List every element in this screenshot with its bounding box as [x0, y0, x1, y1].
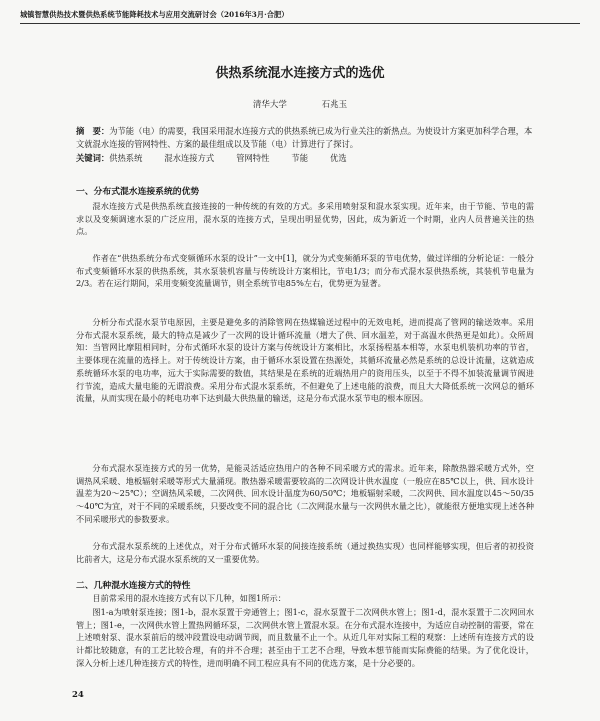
- paragraph: 混水连接方式是供热系统直接连接的一种传统的有效的方式。多采用喷射泵和混水泵实现。近年来，由于节能、节电的需求以及变频调速水泵的广泛应用，混水泵的连接方式，呈现出明显优势，因此，成为新近一个时期，业内人员普遍关注的热点。: [76, 201, 534, 237]
- paragraph: 图1-a为喷射泵连接；图1-b，混水泵置于旁通管上；图1-c，混水泵置于二次网供水管上；图1-d，混水泵置于二次网回水管上；图1-e，一次网供水管上置热网循环泵，二次网供水管上置混水泵。在分布式混水连接中，为适应自动控制的需要，常在上述喷射泵、混水泵前后的缓冲段置设电动调节阀，而且数量不止一个。从近几年对实际工程的观察：上述所有连接方式的设计都比较随意，有的工艺比较合理，有的并不合理；甚至由于工艺不合理，导致本想节能而实际费能的结果。为了优化设计，深入分析上述几种连接方式的特性，进而明确不同工程应具有不同的优选方案，是十分必要的。: [76, 607, 534, 668]
- keyword: 混水连接方式: [164, 153, 215, 163]
- keyword: 管网特性: [236, 153, 270, 163]
- paragraph: 分布式混水泵连接方式的另一优势，是能灵活适应热用户的各种不同采暖方式的需求。近年来，除散热器采暖方式外，空调热风采暖、地板辐射采暖等形式大量涌现。散热器采暖需要较高的二次网设计供水温度（一般应在85℃以上，供、回水设计温差为20～25℃）；空调热风采暖，二次网供、回水设计温度为60/50℃；地板辐射采暖，二次网供、回水温度以45～50/35～40℃为宜，对于不同的采暖系统，只要改变不同的混合比（二次网混水量与一次网供水量之比），就能很方便地实现上述各种不同采暖形式的参数要求。: [76, 463, 534, 524]
- paragraph: 分布式混水泵系统的上述优点，对于分布式循环水泵的间接连接系统（通过换热实现）也同样能够实现，但后者的初投资比前者大，这是分布式混水泵系统的又一重要优势。: [76, 541, 534, 564]
- paragraph: 目前常采用的混水连接方式有以下几种，如图1所示：: [92, 593, 286, 603]
- keywords-label: 关键词：: [76, 153, 110, 163]
- running-header: 城镇智慧供热技术暨供热系统节能降耗技术与应用交流研讨会（2016年3月·合肥）: [20, 10, 580, 24]
- page-number: 24: [72, 690, 84, 700]
- paragraph: 作者在“供热系统分布式变频循环水泵的设计”一文中[1]，就分为式变频循环泵的节电优势，做过详细的分析论证：一般分布式变频循环水泵的供热系统，其水泵装机容量与传统设计方案相比，节电1/3；而分布式混水泵供热系统，其装机节电量为2/3。若在运行期间，采用变频变流量调节，则全系统节电85%左右，优势更为显著。: [76, 253, 534, 289]
- abstract: [76, 125, 534, 151]
- author-line: [0, 98, 600, 110]
- keywords: [76, 152, 534, 165]
- affiliation: 清华大学: [252, 100, 287, 110]
- keyword: 优选: [330, 153, 347, 163]
- keyword: 供热系统: [109, 153, 143, 163]
- author-name: 石兆玉: [321, 100, 348, 110]
- section-heading: 一、分布式混水连接系统的优势: [76, 187, 200, 197]
- paragraph: 分析分布式混水泵节电原因，主要是避免多的消除管网在热媒输送过程中的无效电耗，进而提高了管网的输送效率。采用分布式混水泵系统，最大的特点是减少了一次网的设计循环流量（增大了供、回水温差，对于高温水供热更是如此）。众所周知：当管网比摩阻相同时，分布式循环水泵的设计方案与传统设计方案相比，水泵扬程基本相等，水泵电机装机功率的节省，主要体现在流量的选择上。对于传统设计方案，由于循环水泵设置在热源处，其循环流量必然是系统的总设计流量，这就造成系统循环水泵的电功率，远大于实际需要的数值，其结果是在系统的近端热用户的资用压头，以至于不得不加装流量调节阀进行节流，造成大量电能的无谓浪费。采用分布式混水泵系统，不但避免了上述电能的浪费，而且大大降低系统一次网总的循环流量，从而实现在最小的耗电功率下达到最大供热量的输送，这是分布式混水泵节电的根本原因。: [76, 317, 534, 404]
- section-heading: 二、几种混水连接方式的特性: [76, 581, 191, 591]
- keyword: 节能: [291, 153, 309, 163]
- abstract-label: 摘 要：: [76, 126, 110, 136]
- paper-title: 供热系统混水连接方式的选优: [215, 66, 385, 81]
- abstract-text: 为节能（电）的需要，我国采用混水连接方式的供热系统已成为行业关注的新热点。为使设计方案更加科学合理，本文就混水连接的管网特性、方案的最佳组成以及节能（电）计算进行了探讨。: [76, 126, 533, 149]
